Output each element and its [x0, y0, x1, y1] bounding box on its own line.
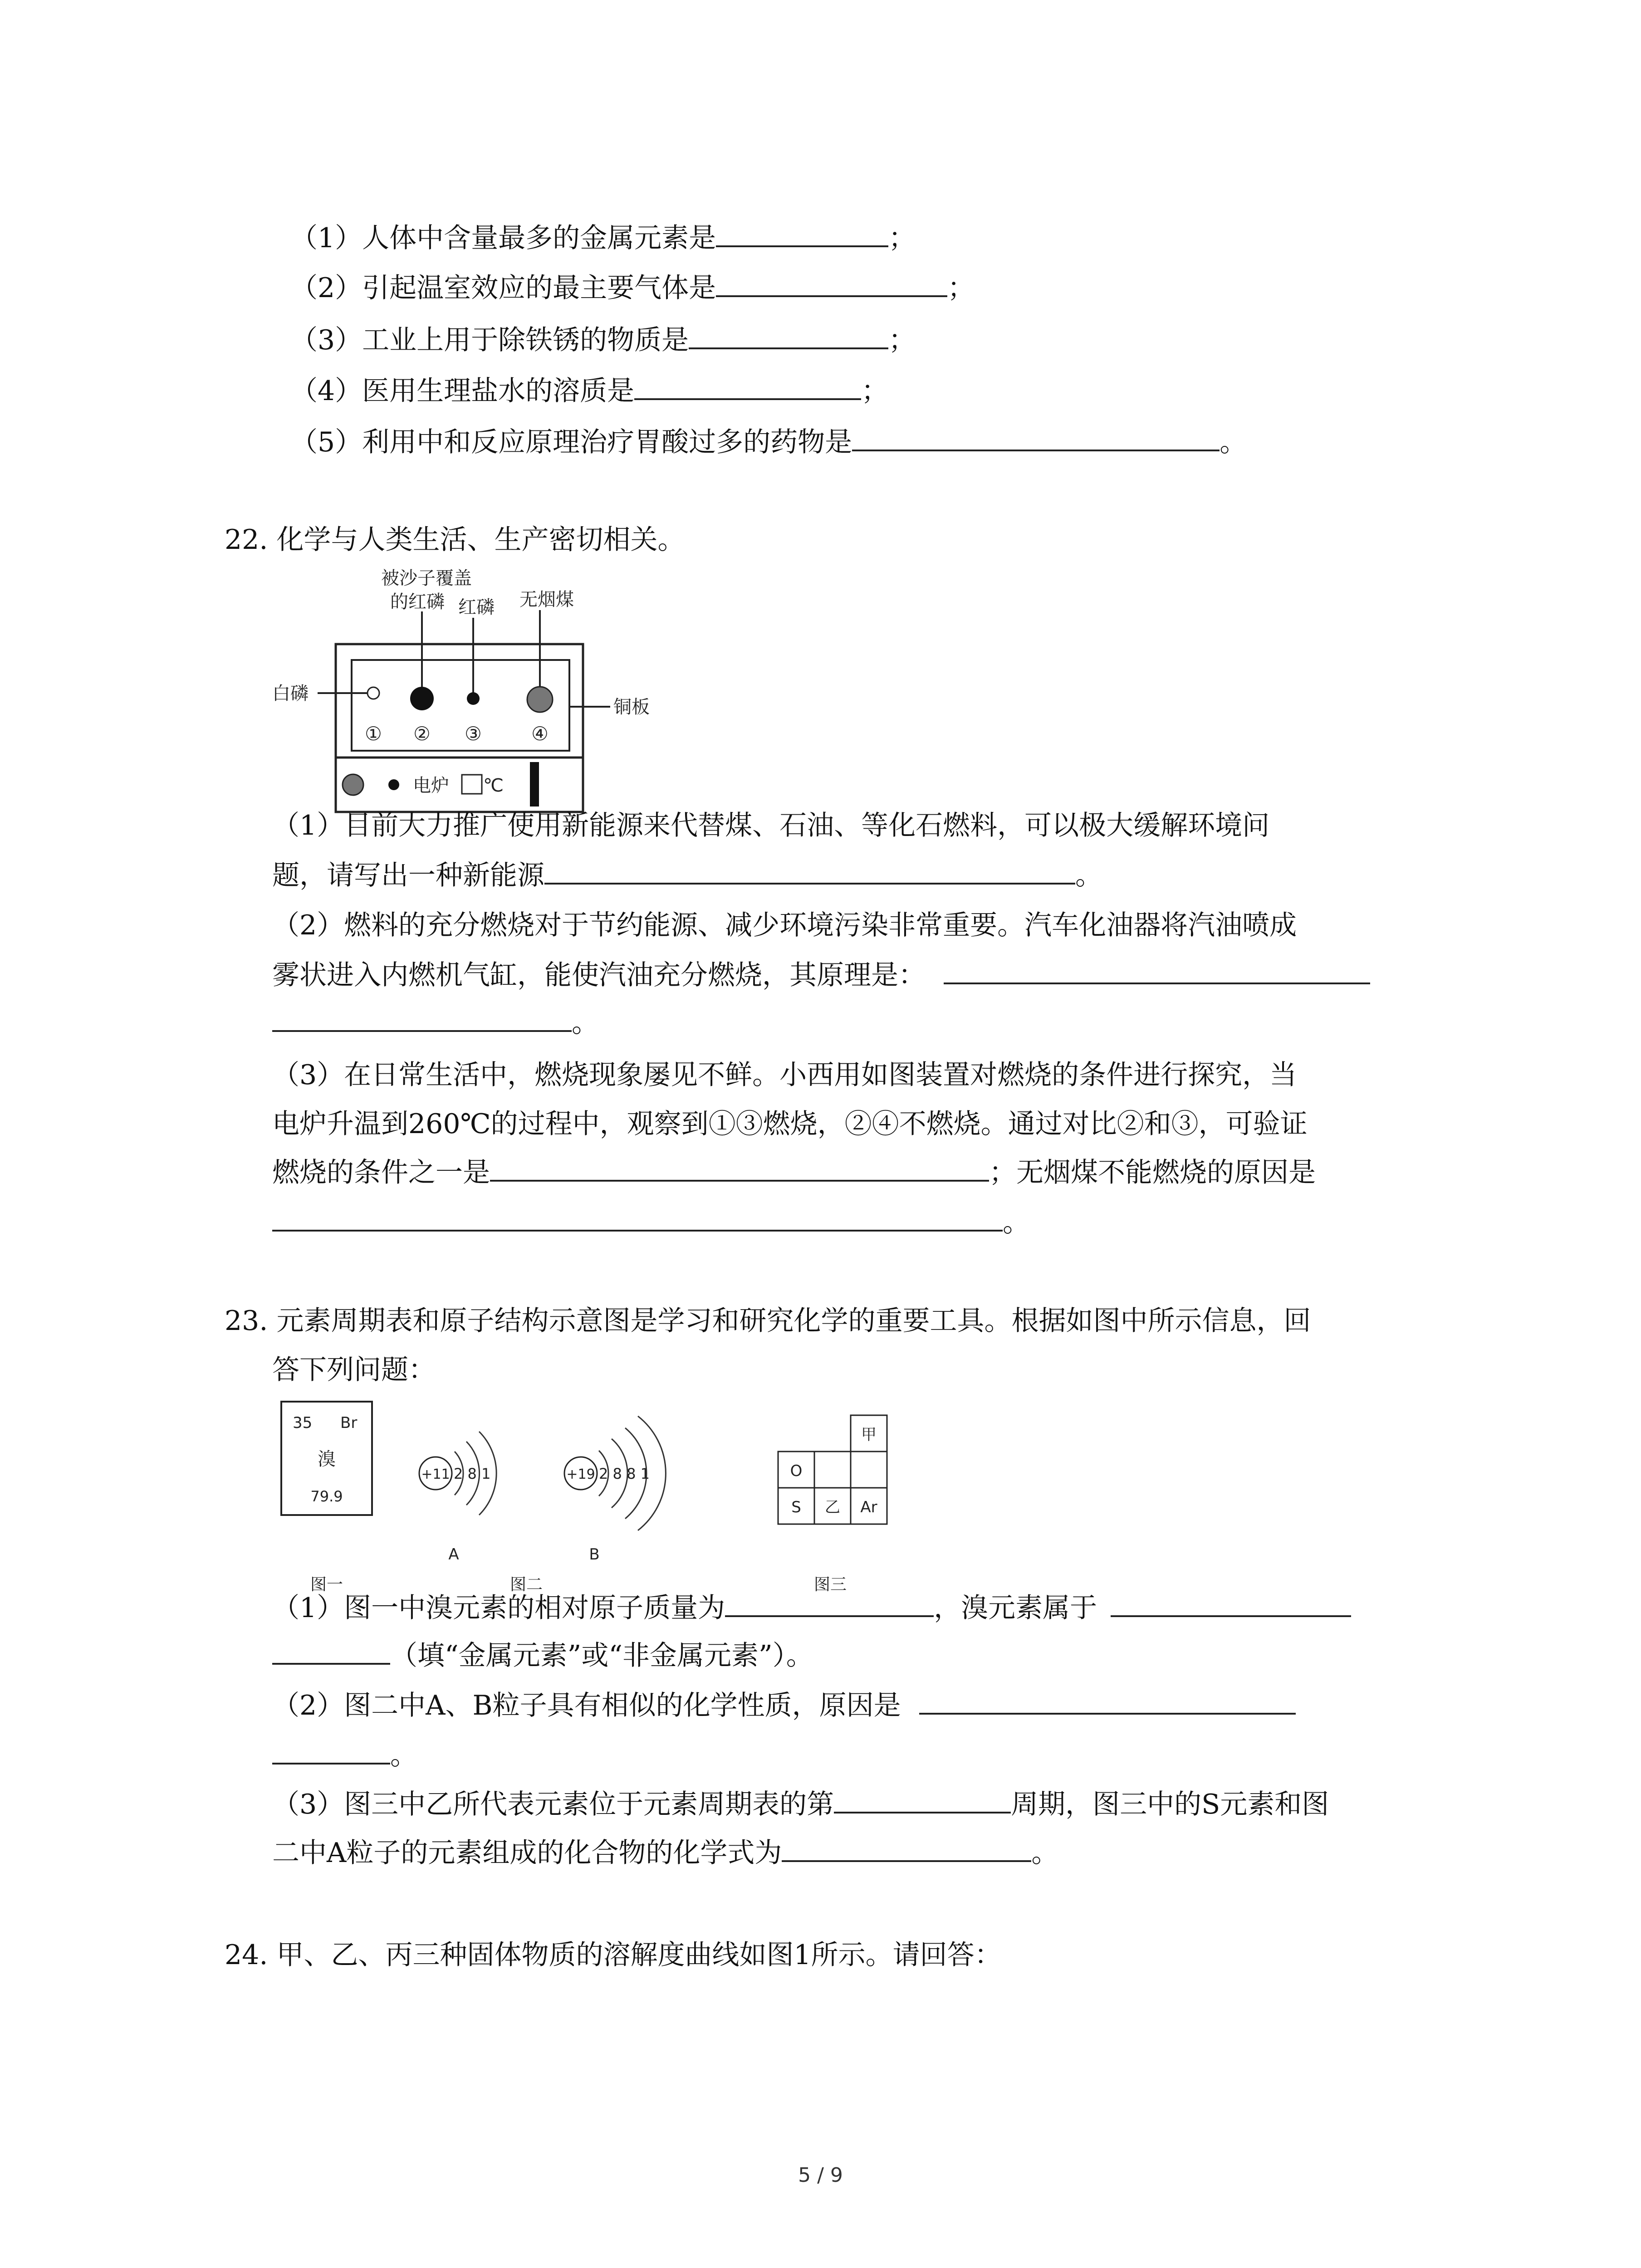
answer-blank[interactable] [852, 424, 1220, 451]
stove-indicator [388, 779, 399, 790]
atomic-number: 35 [293, 1414, 313, 1432]
answer-blank[interactable] [544, 857, 1075, 885]
combustion-apparatus-figure [272, 562, 726, 816]
q21-item-5: （5）利用中和反应原理治疗胃酸过多的药物是 。 [290, 424, 1247, 460]
mark-2: ② [413, 723, 431, 745]
label-covered-red-phosphorus-2: 的红磷 [390, 591, 445, 612]
q21-item-2: （2）引起温室效应的最主要气体是 ； [290, 270, 975, 306]
atom-a-shells: 2 8 1 [454, 1465, 491, 1482]
q21-item-3: （3）工业上用于除铁锈的物质是 ； [290, 322, 916, 358]
atom-b-shells: 2 8 8 1 [599, 1465, 650, 1482]
answer-blank[interactable] [919, 1687, 1296, 1715]
label-anthracite: 无烟煤 [519, 589, 574, 610]
q22-title: 22. 化学与人类生活、生产密切相关。 [225, 524, 685, 556]
q21-item-1: （1）人体中含量最多的金属元素是 ； [290, 220, 916, 256]
white-phosphorus-sample [367, 687, 379, 699]
label-copper-plate: 铜板 [613, 697, 650, 718]
q21-item-4: （4）医用生理盐水的溶质是 ； [290, 373, 888, 409]
red-phosphorus-sample [467, 692, 480, 705]
q23-p1-line2: （填“金属元素”或“非金属元素”）。 [272, 1637, 813, 1674]
svg-text:+11: +11 [421, 1466, 450, 1482]
answer-blank[interactable] [1111, 1590, 1351, 1617]
answer-blank[interactable] [944, 957, 1370, 984]
answer-blank[interactable] [272, 1737, 390, 1765]
label-white-phosphorus: 白磷 [272, 683, 309, 704]
q23-title-line2: 答下列问题： [272, 1354, 436, 1386]
q22-p3-line4: 。 [272, 1204, 1030, 1241]
cell-s: S [791, 1498, 801, 1516]
cell-yi: 乙 [825, 1498, 840, 1516]
q22-p3-line3: 燃烧的条件之一是 ；无烟煤不能燃烧的原因是 [272, 1154, 1316, 1191]
answer-blank[interactable] [272, 1005, 572, 1032]
q22-p2-line2: 雾状进入内燃机气缸，能使汽油充分燃烧，其原理是： [272, 957, 1370, 993]
caption-figure-1: 图一 [310, 1575, 343, 1594]
q22-p2-line3: 。 [272, 1005, 599, 1041]
mark-4: ④ [531, 723, 549, 745]
answer-blank[interactable] [689, 322, 888, 349]
cell-ar: Ar [860, 1498, 877, 1516]
svg-text:+19: +19 [566, 1466, 595, 1482]
cell-jia: 甲 [861, 1426, 877, 1444]
answer-blank[interactable] [834, 1786, 1011, 1813]
element-symbol: Br [340, 1414, 358, 1432]
answer-blank[interactable] [272, 1204, 1003, 1232]
q23-title-line1: 23. 元素周期表和原子结构示意图是学习和研究化学的重要工具。根据如图中所示信息，回 [225, 1305, 1311, 1337]
stove-knob [343, 774, 363, 795]
covered-red-phosphorus-sample [410, 687, 434, 710]
cell-o: O [790, 1462, 803, 1480]
q22-p1-line2: 题，请写出一种新能源 。 [272, 857, 1102, 894]
temperature-display [462, 775, 482, 794]
q23-p1-line1: （1）图一中溴元素的相对原子质量为 ，溴元素属于 [272, 1590, 1351, 1626]
answer-blank[interactable] [716, 270, 947, 297]
periodic-table-atom-figure [272, 1388, 944, 1597]
answer-blank[interactable] [716, 220, 888, 247]
caption-figure-3: 图三 [813, 1575, 847, 1594]
answer-blank[interactable] [725, 1590, 934, 1617]
answer-blank[interactable] [272, 1637, 390, 1665]
q23-p2-line2: 。 [272, 1737, 417, 1774]
q23-p2-line1: （2）图二中A、B粒子具有相似的化学性质，原因是 [272, 1687, 1296, 1724]
answer-blank[interactable] [782, 1835, 1031, 1862]
anthracite-sample [527, 687, 553, 712]
atom-b-label: B [589, 1545, 600, 1564]
atomic-mass: 79.9 [310, 1488, 343, 1505]
stove-switch [530, 762, 539, 807]
page-number: 5 / 9 [798, 2164, 843, 2187]
mark-1: ① [365, 723, 382, 745]
answer-blank[interactable] [490, 1154, 989, 1182]
q22-p2-line1: （2）燃料的充分燃烧对于节约能源、减少环境污染非常重要。汽车化油器将汽油喷成 [272, 909, 1297, 941]
q22-p3-line1: （3）在日常生活中，燃烧现象屡见不鲜。小西用如图装置对燃烧的条件进行探究，当 [272, 1059, 1297, 1091]
q23-p3-line1: （3）图三中乙所代表元素位于元素周期表的第 周期，图三中的S元素和图 [272, 1786, 1329, 1823]
label-covered-red-phosphorus-1: 被沙子覆盖 [381, 568, 472, 589]
label-electric-stove: 电炉 [413, 775, 449, 796]
element-name: 溴 [318, 1449, 336, 1470]
q24-title: 24. 甲、乙、丙三种固体物质的溶解度曲线如图1所示。请回答： [225, 1939, 1002, 1971]
mark-3: ③ [465, 723, 482, 745]
label-red-phosphorus: 红磷 [458, 597, 495, 618]
q22-p3-line2: 电炉升温到260℃的过程中，观察到①③燃烧，②④不燃烧。通过对比②和③，可验证 [272, 1108, 1308, 1140]
q22-p1-line1: （1）目前大力推广使用新能源来代替煤、石油、等化石燃料，可以极大缓解环境问 [272, 810, 1270, 841]
label-celsius: ℃ [483, 775, 504, 796]
caption-figure-2: 图二 [509, 1575, 543, 1594]
q23-p3-line2: 二中A粒子的元素组成的化合物的化学式为 。 [272, 1835, 1058, 1871]
atom-a-label: A [448, 1545, 459, 1564]
answer-blank[interactable] [634, 373, 861, 400]
